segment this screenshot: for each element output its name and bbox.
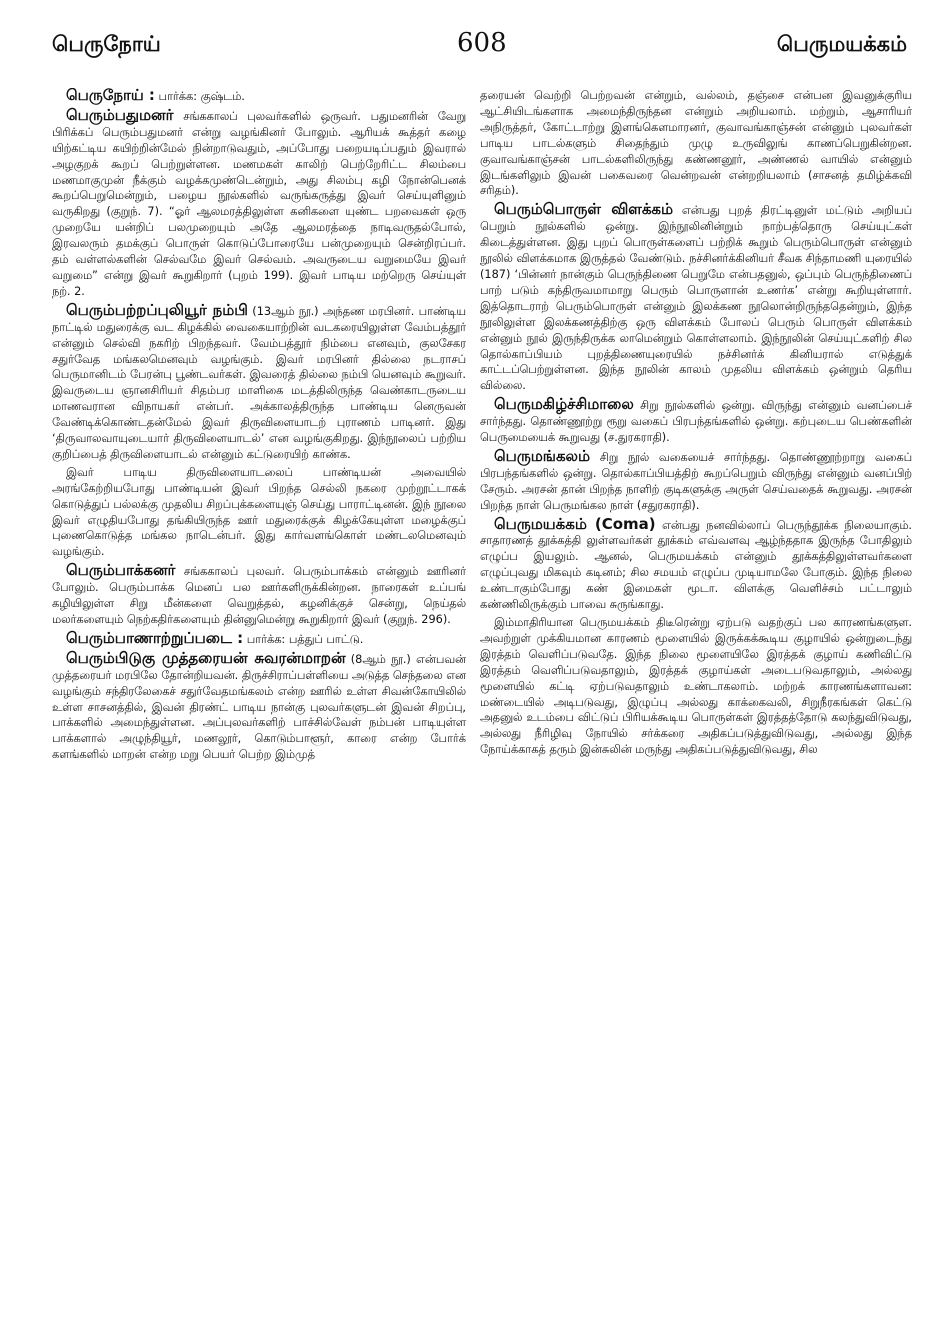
entry [480,397,912,446]
entry-text: சிறு நூல்களில் ஒன்று. விருந்து என்னும் வனப்பைச் சார்ந்தது. தொண்ணூற்று ரூறு வகைப் பிரபந்தங்களில் ஒன்று. கற்புடைய பெண்களின் பெருமையைக் கூறுவது (ச.துரகராதி). [480,399,912,445]
entry [52,628,466,648]
entry-paragraph: இம்மாதிரியான பெருமயக்கம் திடீரென்று ஏற்படு வதற்குப் பல காரணங்களுள. அவற்றுள் முக்கியமான காரணம் மூளையில் இருக்கக்கூடிய குழாயில் ஒன்றுடைந்து இரத்தம் வெளிப்படுவதே. இந்த நிலை மூளையிலே இரத்தக் குழாய் கணிவிட்டு இரத்தம் வெளிப்படுவதாலும், இரத்தக் குழாய்கள் அடைபடுவதாலும், அல்லது மூளையில் கட்டி ஏற்படுவதாலும் உண்டாகலாம். மற்றக் காரணங்களாவன: மண்டையில் அடிபடுவது, இழுப்பு அல்லது காக்கைவலி, சிறுநீரகங்கள் கெட்டு அதனுல் உடம்பை விட்டுப் பிரியக்கூடிய பொருள்கள் இரத்தத்தோடு கலந்துவிடுவது, அல்லது நீரிழிவு நோயில் சர்க்கரை அதிகப்படுத்துவிடுவது, அல்லது இந்த நோய்க்காகத் தரும் இன்சுலின் மருந்து அதிகப்படுத்துவிடுவது, சில [480,616,912,757]
entry-headword: பெரும்பற்றப்புலியூர் நம்பி [66,300,248,319]
entry-headword: பெருமகிழ்ச்சிமாலை [494,395,634,414]
entry-text: சங்ககாலப் புலவர். பெரும்பாக்கம் என்னும் ஊரினர் போலும். பெரும்பாக்க மெனப் பல ஊர்களிருக்கின்றன. நாரைகள் உப்பங் கழியிலுள்ள சிறு மீன்களை வெறுத்தல், கழனிக்குச் சென்று, நெய்தல் மலர்களையும் நெற்கதிர்களையும் தின்னுமென்று கூறுகிறார் இவர் (குறுந். 296). [52,565,466,626]
entry-text: பார்க்க: பத்துப் பாட்டு. [246,632,364,646]
entry-text: (8ஆம் நூ.) என்பவன் முத்தரையர் மரபிலே தோன்றியவன். திருச்சிராப்பள்ளியை அடுத்த செந்தலை என வழங்கும் சந்திரலேகைச் சதுர்வேதமங்கலம் என்ற ஊரில் உள்ள சிவன்கோயிலில் உள்ள சாசனத்தில், இவன் திரண்ட் பாடிய நான்கு புலவர்களுடன் இவன் சிறப்பு, பாக்களில் அமைந்துள்ளன. அப்புலவர்களிற் பாச்சில்வேள் நம்பன் பாடியுள்ள பாக்களால் அழுந்தியூர், மணலூர், கொடும்பாளூர், காரை என்ற போர்க் களங்களில் மாறன் என்ற மறு பெயர் பெற்ற இம்முத் [52,652,466,762]
entry-text: (13ஆம் நூ.) அந்தண மரபினர். பாண்டிய நாட்டில் மதுரைக்கு வட கிழக்கில் வைகையாற்றின் வடகரையிலுள்ள வேம்பத்தூர் என்னும் செல்வி நகரிற் பிறந்தவர். வேம்பத்தூர் நிம்பை எனவும், குலசேகர சதுர்வேத மங்கலமெனவும் வழங்கும். இவர் மரபினர் தில்லை நடராசப் பெருமானிடம் பேரன்பு பூண்டவர்கள். இவரைத் தில்லை நம்பி யெனவும் கூறுவர். இவருடைய ஞானசிரியர் சிதம்பர மாளிகை மடத்திலிருந்த வெண்காடருடைய மாணவரான விநாயகர் என்பர். அக்காலத்திருந்த பாண்டிய னெருவன் வேண்டிக்கொண்டதன்மேல் இவர் திருவிளையாடற் புராணம் பாடினர். இது ‘திருவாலவாயுடையார் திருவிளையாடல்’ என வழங்குகிறது. இந்நூலைப் பற்றிய குறிப்பைத் திருவிளையாடல் என்னும் கட்டுரையிற் காண்க. [52,304,466,461]
entry [52,105,466,300]
running-head-right: பெருமயக்கம் [776,32,907,56]
entry [480,446,912,514]
entry [52,648,466,763]
entry-paragraph: இவர் பாடிய திருவிளையாடலைப் பாண்டியன் அவையில் அரங்கேற்றியபோது பாண்டியன் இவர் பிறந்த செல்லி நகரை முற்றூட்டாகக் கொடுத்துப் பல்லக்கு முதலிய சிறப்புக்களையுஞ் செய்து பாராட்டினன். இந் நூலை இவர் எழுதியபோது தங்கியிருந்த ஊர் மதுரைக்குக் கிழக்கேயுள்ள மழைக்குப் புணைகொடுத்த மங்கல நாடென்பர். இது கார்வளங்கொள் மண்டலமெனவும் வழங்கும். [52,465,466,559]
entry [52,88,466,105]
entry [480,202,912,394]
entry-headword: பெரும்பொருள் விளக்கம் [494,200,674,219]
left-column [52,88,466,1328]
entry-continuation: தரையன் வெற்றி பெற்றவன் என்றும், வல்லம், தஞ்சை என்பன இவனுக்குரிய ஆட்சியிடங்களாக அமைந்திருந்தன என்றும் அறியலாம். மற்றும், ஆசாரியர் அநிருத்தர், கோட்டாற்று இளங்கௌமாரனர், குவாவங்காஞ்சன் என்னும் புலவர்கள் பாடிய பாடல்களும் சிதைந்தும் முழு உருவிலுங் காணப்பெறுகின்றன. குவாவங்காஞ்சன் பாடல்களிலிருந்து கண்ணனூர், அண்ணல் வாயில் என்னும் இடங்களிலும் இவன் பகைவரை வென்றவன் என்றறியலாம் (சாசனத் தமிழ்க்கவி சரிதம்). [480,89,912,198]
entry-headword: பெருமங்கலம் [494,446,591,465]
entry [52,563,466,628]
entry-text: பார்க்க: குஷ்டம். [158,90,245,103]
entry-headword: பெருமயக்கம் (Coma) [494,514,656,533]
entry-headword: பெரும்பிடுகு முத்தரையன் சுவரன்மாறன் [66,648,346,667]
entry [480,514,912,759]
entry-headword: பெரும்பாணாற்றுப்படை : [66,628,244,647]
entry-text: என்பது புறத் திரட்டினுள் மட்டும் அறியப் பெறும் நூல்களில் ஒன்று. இந்நூலினின்றும் நாற்பத்தொரு செய்யுட்கள் கிடைத்துள்ளன. இது புறப் பொருள்களைப் பற்றிக் கூறும் பெரும்பொருள் என்னும் நூலில் விளக்கமாக இருத்தல் வேண்டும். நச்சினர்க்கினியர் சீவக சிந்தாமணி யுரையில் (187) ‘பின்னர் நான்கும் பெருந்திணை பெறுமே என்பதனுல், ஒப்பும் பெருந்திணைப் பாற் படும் கந்திருவமாமாறு பெரும் பொருளான் உணர்க’ என்று கூறியுள்ளார். இத்தொடராற் பெரும்பொருள் என்னும் இலக்கண நூலொன்றிருந்ததென்றும், இந்த நூலிலுள்ள இலக்கணத்திற்கு ஒரு விளக்கம் போலப் பெரும் பொருள் விளக்கம் என்னும் நூல் இருந்திருக்க லாமென்றும் கொள்ளலாம். இந்நூலின் செய்யுட்களிற் சில தொல்காப்பியம் புறத்திணையுரையில் நச்சினர்க் கினியரால் எடுத்துக் காட்டப்பெற்றுள்ளன. இந்த நூலின் காலம் முதலிய விளக்கம் ஒன்றும் தெரிய வில்லை. [480,204,912,393]
entry-headword: பெரும்பாக்கனர் [66,561,176,580]
entry-text: சங்ககாலப் புலவர்களில் ஒருவர். பதுமனரின் வேறு பிரிக்கப் பெரும்பதுமனர் என்று வழங்கினர் போலும். ஆரியக் கூத்தர் கழை யிற்கட்டிய கயிற்றின்மேல் நின்றாடுவதும், அப்போது பறையடிப்பதும் இவரால் அழகுறக் கூறப் பெற்றுள்ளன. மணமகள் காலிற் பெற்றேரிட்ட சிலம்பை மணமாகுமுன் நீக்கும் வழக்கமுண்டென்றும், அது சிலம்பு கழி நோன்பெனக் கூறப்பெறுமென்றும், பழைய நூல்களில் வருங்கருத்து இவர் செய்யுளினும் வருகிறது (குறுந். 7). “ஓர் ஆலமரத்திலுள்ள கனிகளை யுண்ட பறவைகள் ஒரு முறையே யன்றிப் பலமுறையும் அதே ஆலமரத்தை நாடிவருதல்போல், இரவலரும் தமக்குப் பொருள் கொடுப்போரையே பன்முறையும் சென்றிரப்பர். தம் வள்ளல்களின் செல்வமே இவர் செல்வம். அவருடைய வறுமையே இவர் வறுமை” என்று இவர் கூறுகிறார் (புறம் 199). இவர் பாடிய மற்றெரு செய்யுள் நற். 2. [52,109,466,298]
entry [52,300,466,561]
entry-headword: பெரும்பதுமனர் [66,105,174,124]
entry-text: சிறு நூல் வகையைச் சார்ந்தது. தொண்ணூற்றாறு வகைப் பிரபந்தங்களில் ஒன்று. தொல்காப்பியத்திற் கூறப்பெறும் விருந்து என்னும் வனப்பிற் சேரும். அரசன் தான் பிறந்த நாளிற் குடிகளுக்கு அருள் செய்வதைக் கூறுவது. அரசன் பிறந்த நாள் பெருமங்கல நாள் (சதுரகராதி). [480,450,912,512]
entry-text: என்பது நனவில்லாப் பெருந்தூக்க நிலையாகும். சாதாரணத் தூக்கத்தி லுள்ளவர்கள் தூக்கம் எவ்வளவு ஆழ்ந்ததாக இருந்த போதிலும் எழுப்ப இயலும். ஆனல், பெருமயக்கம் என்னும் தூக்கத்திலுள்ளவர்களை எழுப்புவது மிகவும் கடினம்; சில சமயம் எழுப்ப முடியாமலே போகும். இந்த நிலை உண்டாகும்போது கண் இமைகள் மூடா. விளக்கு வெளிச்சம் பட்டாலும் கண்ணிலிருக்கும் பாவை சுருங்காது. [480,518,912,612]
running-head-left: பெருநோய் [52,32,161,56]
right-column [480,88,912,1328]
page-number: 608 [457,28,507,58]
running-head [52,28,907,66]
entry-headword: பெருநோய் : [66,88,155,104]
